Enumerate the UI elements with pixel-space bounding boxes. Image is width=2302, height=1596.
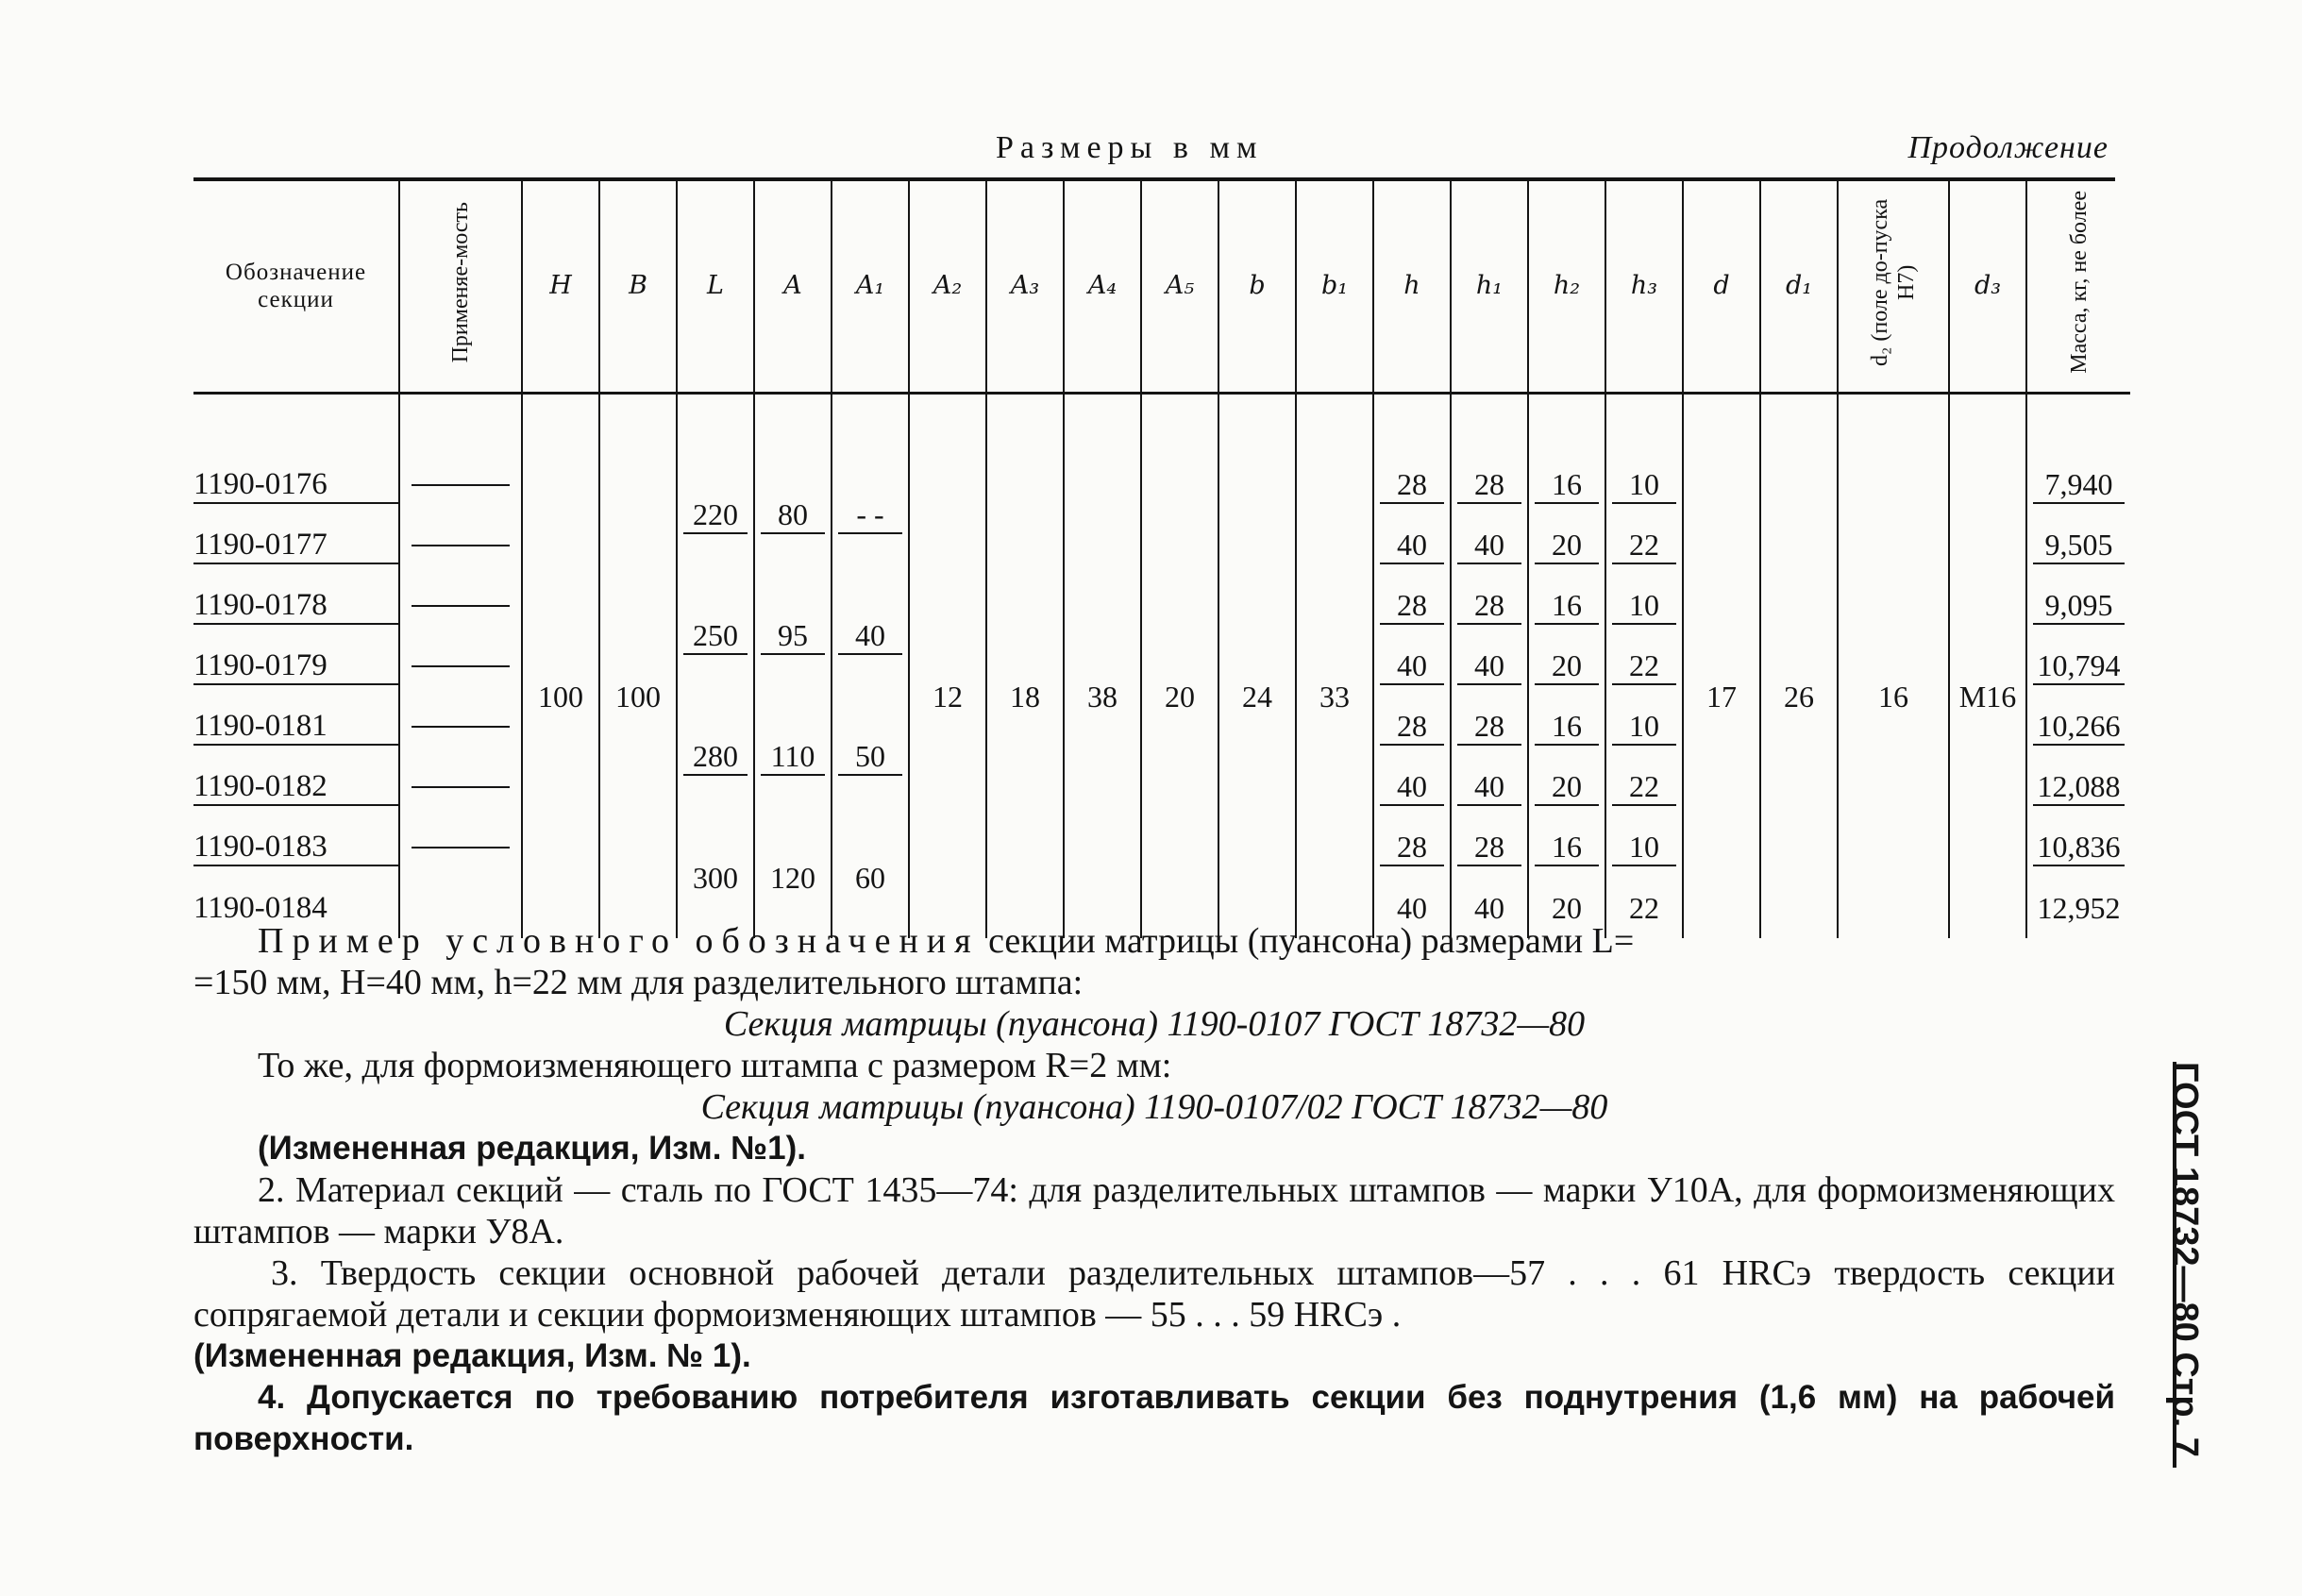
col-header-h: h: [1373, 179, 1451, 394]
h1-value: 40: [1451, 878, 1528, 938]
col-header-b: b: [1218, 179, 1296, 394]
h2-value: 16: [1528, 697, 1605, 757]
col-header-A3: A₃: [986, 179, 1064, 394]
table-row: [193, 455, 2130, 515]
A-value: 110: [754, 697, 832, 817]
col-header-code: [193, 179, 399, 394]
example-paragraph: [193, 920, 2115, 1460]
h-value: 28: [1373, 697, 1451, 757]
table-header-row: [193, 179, 2130, 394]
h-value: 28: [1373, 817, 1451, 878]
col-header-A2: A₂: [909, 179, 986, 394]
units-header: Размеры в мм: [996, 130, 1264, 165]
applicability-cell: [399, 817, 522, 878]
mass-value: 12,088: [2026, 757, 2130, 817]
table-row: [193, 394, 2130, 456]
col-header-h1: h₁: [1451, 179, 1528, 394]
paragraph-2: 2. Материал секций — сталь по ГОСТ 1435—74: для разделительных штампов — марки У10А, для формоизменяющих штампов — марки У8А.: [193, 1170, 2115, 1252]
h-value: 40: [1373, 636, 1451, 697]
h3-value: 22: [1605, 636, 1683, 697]
h3-value: 22: [1605, 757, 1683, 817]
mass-value: 12,952: [2026, 878, 2130, 938]
h1-value: 28: [1451, 455, 1528, 515]
d1-value: 26: [1760, 455, 1838, 938]
L-value: 280: [677, 697, 754, 817]
d2-value: 16: [1838, 455, 1949, 938]
section-code: 1190-0177: [193, 515, 399, 576]
d3-value: M16: [1949, 455, 2026, 938]
h2-value: 20: [1528, 878, 1605, 938]
applicability-cell: [399, 515, 522, 576]
designation-1: Секция матрицы (пуансона) 1190-0107 ГОСТ 18732—80: [723, 1004, 1586, 1044]
A1-value: - -: [832, 455, 909, 576]
amendment-note-2: (Измененная редакция, Изм. № 1).: [193, 1337, 751, 1374]
A5-value: 20: [1141, 455, 1218, 938]
A3-value: 18: [986, 455, 1064, 938]
d-value: 17: [1683, 455, 1760, 938]
B-value: 100: [599, 455, 677, 938]
amendment-note-1: (Измененная редакция, Изм. №1).: [258, 1130, 807, 1167]
standard-page-label: ГОСТ 18732—80 Стр. 7: [2165, 1062, 2205, 1457]
A1-value: 50: [832, 697, 909, 817]
A4-value: 38: [1064, 455, 1141, 938]
applicability-cell: [399, 636, 522, 697]
h2-value: 20: [1528, 515, 1605, 576]
h3-value: 10: [1605, 817, 1683, 878]
applicability-cell: [399, 576, 522, 636]
section-code: 1190-0178: [193, 576, 399, 636]
b1-value: 33: [1296, 455, 1373, 938]
A1-value: 40: [832, 576, 909, 697]
col-header-B: B: [599, 179, 677, 394]
A-value: 95: [754, 576, 832, 697]
col-header-code-line1: Обозначение: [225, 259, 367, 285]
example-rest: секции матрицы (пуансона) размерами L=: [979, 921, 1635, 961]
col-header-mass: Масса, кг, не более: [2026, 179, 2130, 394]
col-header-d3: d₃: [1949, 179, 2026, 394]
mass-value: 9,505: [2026, 515, 2130, 576]
col-header-d1: d₁: [1760, 179, 1838, 394]
mass-value: 9,095: [2026, 576, 2130, 636]
h-value: 28: [1373, 576, 1451, 636]
h3-value: 10: [1605, 697, 1683, 757]
A1-value: 60: [832, 817, 909, 938]
side-label-wrapper: [2152, 1062, 2218, 1468]
b-value: 24: [1218, 455, 1296, 938]
h3-value: 10: [1605, 455, 1683, 515]
h1-value: 28: [1451, 697, 1528, 757]
applicability-cell: [399, 697, 522, 757]
h1-value: 40: [1451, 636, 1528, 697]
col-header-code-line2: секции: [258, 286, 334, 312]
section-code: 1190-0176: [193, 455, 399, 515]
col-header-d2: d₂ (поле до-пуска H7): [1838, 179, 1949, 394]
section-code: 1190-0181: [193, 697, 399, 757]
h-value: 40: [1373, 757, 1451, 817]
h-value: 40: [1373, 515, 1451, 576]
dimensions-table: [193, 179, 2130, 938]
section-code: 1190-0184: [193, 890, 328, 925]
A2-value: 12: [909, 455, 986, 938]
h3-value: 22: [1605, 515, 1683, 576]
col-header-h3: h₃: [1605, 179, 1683, 394]
col-header-A1: A₁: [832, 179, 909, 394]
col-header-h2: h₂: [1528, 179, 1605, 394]
L-value: 300: [677, 817, 754, 938]
same-for-line: То же, для формоизменяющего штампа с размером R=2 мм:: [258, 1046, 1172, 1085]
h-value: 40: [1373, 878, 1451, 938]
mass-value: 7,940: [2026, 455, 2130, 515]
section-code: 1190-0183: [193, 817, 399, 878]
col-header-applicability: Применяе-мость: [399, 179, 522, 394]
h1-value: 28: [1451, 576, 1528, 636]
col-header-A5: A₅: [1141, 179, 1218, 394]
paragraph-3: 3. Твердость секции основной рабочей детали разделительных штампов—57 . . . 61 HRCэ твердость секции сопрягаемой детали и секции формоизменяющих штампов — 55 . . . 59 HRCэ .: [193, 1253, 2115, 1335]
col-header-L: L: [677, 179, 754, 394]
applicability-cell: [399, 757, 522, 817]
A-value: 120: [754, 817, 832, 938]
mass-value: 10,836: [2026, 817, 2130, 878]
example-lead: Пример условного обозначения: [258, 921, 980, 961]
h3-value: 10: [1605, 576, 1683, 636]
example-line1: [193, 920, 2115, 962]
applicability-cell: [399, 455, 522, 515]
h1-value: 40: [1451, 515, 1528, 576]
paragraph-4: 4. Допускается по требованию потребителя изготавливать секции без поднутрения (1,6 мм) на рабочей поверхности.: [193, 1379, 2115, 1457]
h3-value: 22: [1605, 878, 1683, 938]
h2-value: 16: [1528, 576, 1605, 636]
h2-value: 20: [1528, 757, 1605, 817]
col-header-A4: A₄: [1064, 179, 1141, 394]
col-header-b1: b₁: [1296, 179, 1373, 394]
L-value: 250: [677, 576, 754, 697]
continuation-label: Продолжение: [1907, 130, 2109, 165]
A-value: 80: [754, 455, 832, 576]
h1-value: 40: [1451, 757, 1528, 817]
section-code: 1190-0179: [193, 636, 399, 697]
section-code: 1190-0182: [193, 757, 399, 817]
col-header-H: H: [522, 179, 599, 394]
mass-value: 10,794: [2026, 636, 2130, 697]
designation-2: Секция матрицы (пуансона) 1190-0107/02 ГОСТ 18732—80: [700, 1087, 1608, 1127]
h2-value: 16: [1528, 817, 1605, 878]
h2-value: 16: [1528, 455, 1605, 515]
h-value: 28: [1373, 455, 1451, 515]
example-line2: =150 мм, H=40 мм, h=22 мм для разделительного штампа:: [193, 963, 1084, 1002]
L-value: 220: [677, 455, 754, 576]
mass-value: 10,266: [2026, 697, 2130, 757]
H-value: 100: [522, 455, 599, 938]
col-header-A: A: [754, 179, 832, 394]
h2-value: 20: [1528, 636, 1605, 697]
col-header-d: d: [1683, 179, 1760, 394]
h1-value: 28: [1451, 817, 1528, 878]
